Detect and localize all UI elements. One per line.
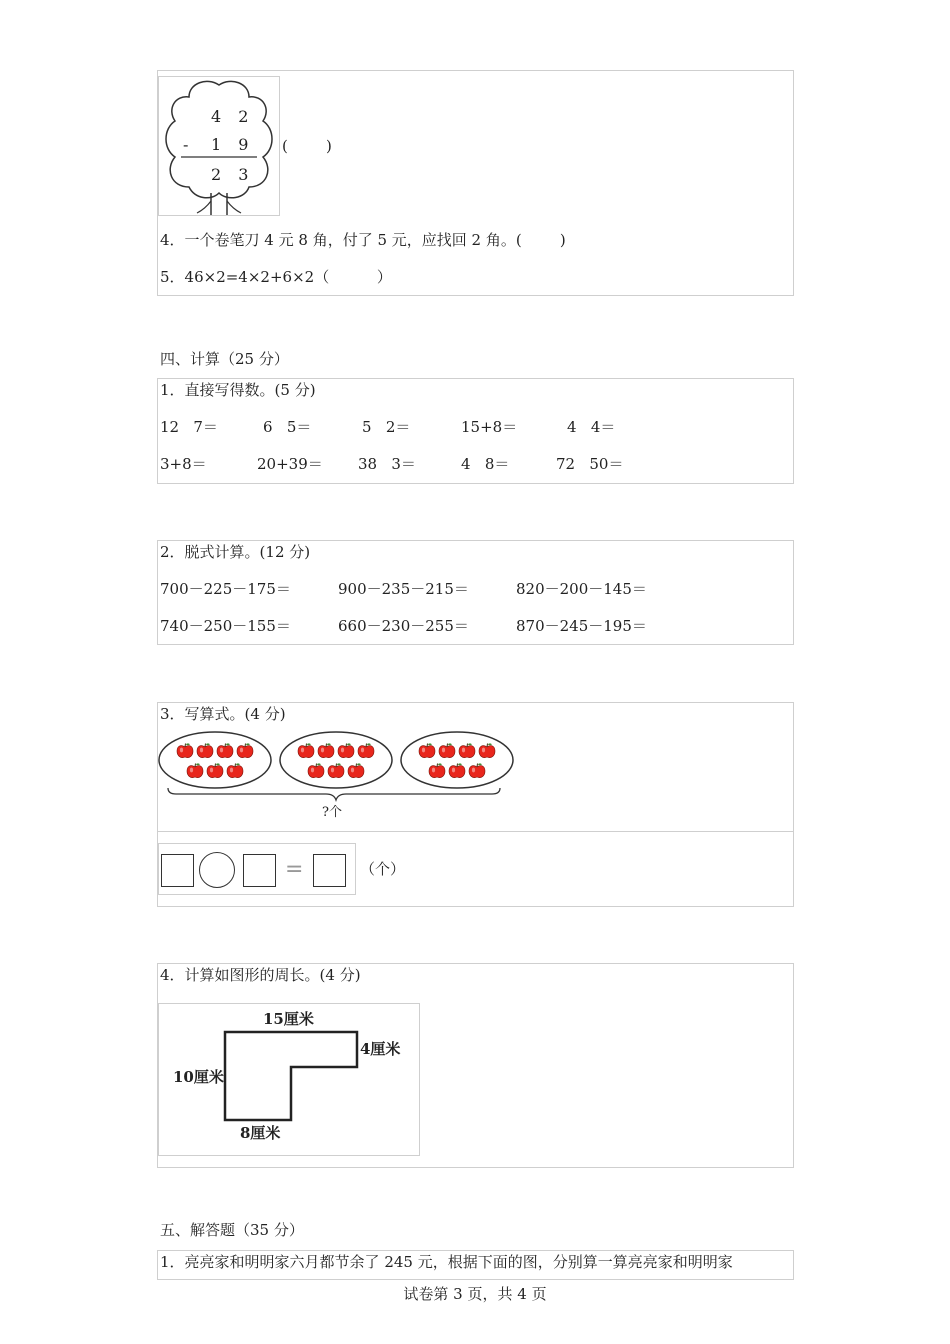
part5-question-1: 1．亮亮家和明明家六月都节余了 245 元，根据下面的图，分别算一算亮亮家和明明家: [160, 1253, 733, 1271]
q1-row1-item-2: 6 5＝: [263, 418, 312, 436]
apple-icon: [236, 742, 254, 759]
apple-icon: [216, 742, 234, 759]
apple-icon: [307, 762, 325, 779]
q2-row1-item-3: 820－200－145＝: [516, 580, 647, 598]
answer-box-1[interactable]: [161, 854, 194, 887]
q1-row2-item-4: 4 8＝: [461, 455, 510, 473]
part4-q1-title: 1．直接写得数。(5 分): [160, 381, 316, 399]
q1-row1-item-3: 5 2＝: [362, 418, 411, 436]
label-right: 4厘米: [360, 1040, 401, 1058]
label-left: 10厘米: [173, 1068, 224, 1086]
part4-title: 四、计算（25 分）: [160, 350, 289, 368]
apple-icon: [448, 762, 466, 779]
part4-q3-title: 3．写算式。(4 分): [160, 705, 286, 723]
q2-row2-item-3: 870－245－195＝: [516, 617, 647, 635]
apple-icon: [458, 742, 476, 759]
apple-icon: [176, 742, 194, 759]
q2-row1-item-1: 700－225－175＝: [160, 580, 291, 598]
apple-icon: [438, 742, 456, 759]
tree-num2: 1 9: [211, 135, 255, 154]
apple-icon: [196, 742, 214, 759]
part4-q4-title: 4．计算如图形的周长。(4 分): [160, 966, 361, 984]
page-footer: 试卷第 3 页，共 4 页: [403, 1285, 547, 1303]
answer-box-result[interactable]: [313, 854, 346, 887]
apple-icon: [317, 742, 335, 759]
tree-op: -: [183, 135, 189, 154]
brace-label: ?个: [322, 805, 342, 820]
q1-row1-item-5: 4 4＝: [567, 418, 616, 436]
part5-title: 五、解答题（35 分）: [160, 1221, 304, 1239]
part3-question-4: 4．一个卷笔刀 4 元 8 角，付了 5 元，应找回 2 角。( ): [160, 231, 566, 249]
q1-row2-item-2: 20+39＝: [257, 455, 323, 473]
tree-result: 2 3: [211, 165, 255, 184]
q1-row2-item-1: 3+8＝: [160, 455, 207, 473]
apple-icon: [468, 762, 486, 779]
q3-divider: [157, 831, 794, 832]
tree-num1: 4 2: [211, 107, 255, 126]
q2-row2-item-1: 740－250－155＝: [160, 617, 291, 635]
q2-row1-item-2: 900－235－215＝: [338, 580, 469, 598]
equals-sign: =: [285, 857, 304, 882]
apple-icon: [357, 742, 375, 759]
tree-figure: [158, 76, 280, 216]
apple-icon: [418, 742, 436, 759]
label-top: 15厘米: [263, 1010, 314, 1028]
q1-row1-item-1: 12 7＝: [160, 418, 218, 436]
q2-row2-item-2: 660－230－255＝: [338, 617, 469, 635]
apple-icon: [337, 742, 355, 759]
label-bottom: 8厘米: [240, 1124, 281, 1142]
part4-q2-title: 2．脱式计算。(12 分): [160, 543, 311, 561]
apple-icon: [206, 762, 224, 779]
apple-icon: [297, 742, 315, 759]
apple-icon: [347, 762, 365, 779]
l-shape-figure: [158, 1003, 420, 1156]
tree-answer-paren: ( ): [282, 137, 332, 155]
apple-icon: [478, 742, 496, 759]
apple-icon: [226, 762, 244, 779]
q1-row1-item-4: 15+8＝: [461, 418, 518, 436]
apple-icon: [428, 762, 446, 779]
answer-box-2[interactable]: [243, 854, 276, 887]
q1-row2-item-3: 38 3＝: [358, 455, 416, 473]
apple-icon: [327, 762, 345, 779]
unit-label: （个）: [360, 860, 406, 878]
apple-icon: [186, 762, 204, 779]
part3-question-5: 5．46×2=4×2+6×2（ ）: [160, 268, 392, 286]
q1-row2-item-5: 72 50＝: [556, 455, 624, 473]
operator-circle[interactable]: [199, 852, 235, 888]
